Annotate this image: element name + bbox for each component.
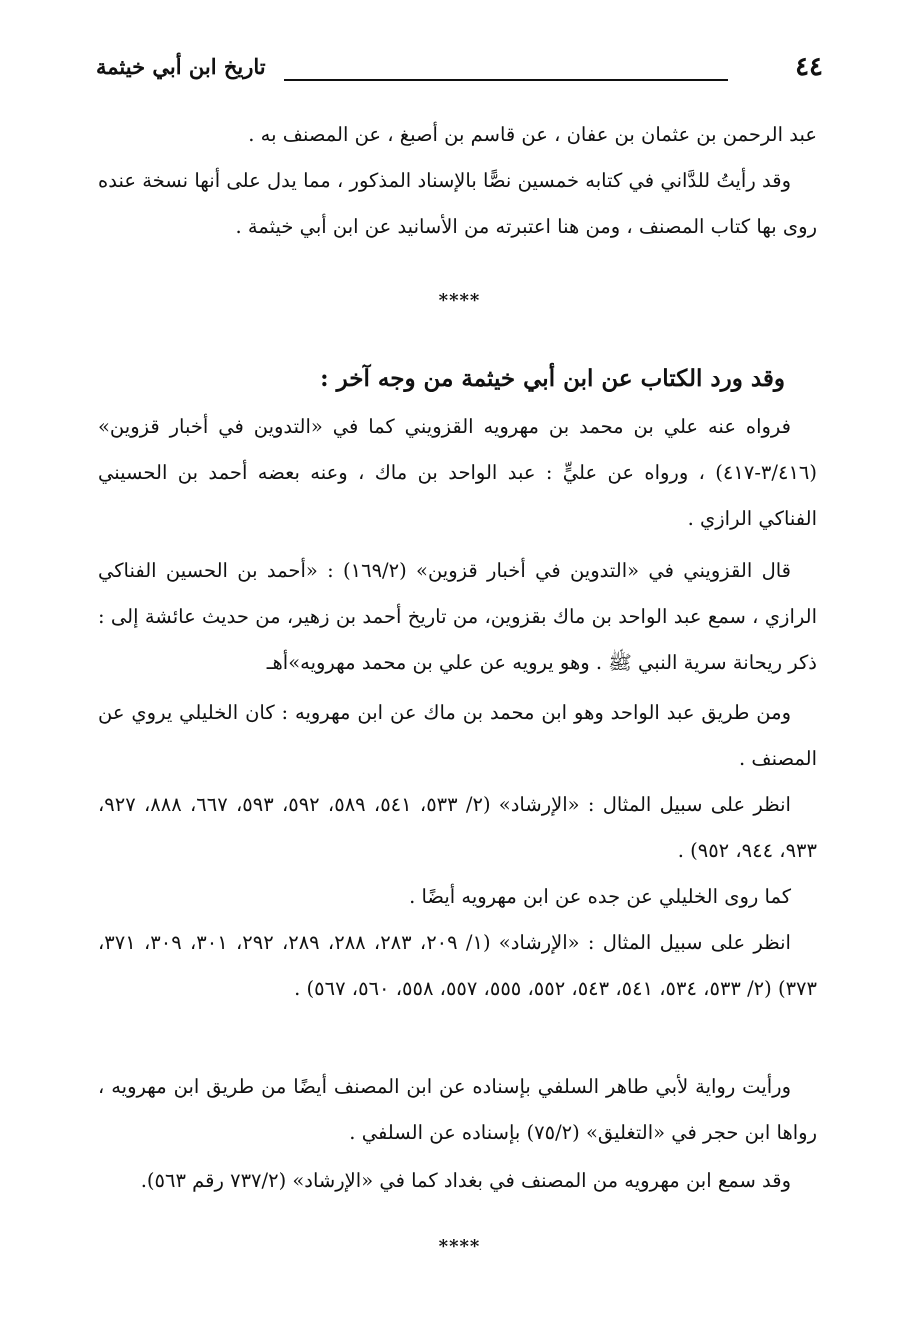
paragraph-8: انظر على سبيل المثال : «الإرشاد» (١/ ٢٠٩، ٢٨٣، ٢٨٨، ٢٨٩، ٢٩٢، ٣٠١، ٣٠٩، ٣٧١، ٣٧٣) (٢/ ٥٣٣، ٥٣٤، ٥٤١، ٥٤٣، ٥٥٢، ٥٥٥، ٥٥٧، ٥٥٨، ٥٦٠، ٥٦٧) . [98, 931, 817, 1000]
running-title: تاريخ ابن أبي خيثمة [96, 54, 266, 79]
paragraph-5: ومن طريق عبد الواحد وهو ابن محمد بن ماك عن ابن مهرويه : كان الخليلي يروي عن المصنف . [98, 701, 817, 770]
paragraph-7: كما روى الخليلي عن جده عن ابن مهرويه أيضًا . [409, 885, 791, 908]
paragraph-2: وقد رأيتُ للدَّاني في كتابه خمسين نصًّا بالإسناد المذكور ، مما يدل على أنها نسخة عنده روى بها كتاب المصنف ، ومن هنا اعتبرته من الأسانيد عن ابن أبي خيثمة . [98, 169, 817, 238]
paragraph-10: وقد سمع ابن مهرويه من المصنف في بغداد كما في «الإرشاد» (٧٣٧/٢ رقم ٥٦٣). [140, 1169, 791, 1192]
paragraph-9: ورأيت رواية لأبي طاهر السلفي بإسناده عن ابن المصنف أيضًا من طريق ابن مهرويه ، رواها ابن حجر في «التغليق» (٧٥/٢) بإسناده عن السلفي . [98, 1075, 817, 1144]
section-separator: **** [438, 290, 481, 311]
paragraph-1: عبد الرحمن بن عثمان بن عفان ، عن قاسم بن أصبغ ، عن المصنف به . [248, 123, 817, 146]
paragraph-4: قال القزويني في «التدوين في أخبار قزوين» (١٦٩/٢) : «أحمد بن الحسين الفناكي الرازي ، سمع عبد الواحد بن ماك بقزوين، من تاريخ أحمد بن زهير، من حديث عائشة إلى : ذكر ريحانة سرية النبي ﷺ . وهو يرويه عن علي بن محمد مهرويه»أهـ [98, 559, 817, 674]
section-heading: وقد ورد الكتاب عن ابن أبي خيثمة من وجه آخر : [320, 365, 785, 392]
page-number: ٤٤ [795, 52, 823, 82]
header-rule [284, 79, 728, 81]
section-separator-2: **** [438, 1236, 481, 1257]
paragraph-3: فرواه عنه علي بن محمد بن مهرويه القزويني كما في «التدوين في أخبار قزوين» (٣/٤١٦-٤١٧) ، ورواه عن عليٍّ : عبد الواحد بن ماك ، وعنه بعضه أحمد بن الحسيني الفناكي الرازي . [98, 415, 817, 530]
paragraph-6: انظر على سبيل المثال : «الإرشاد» (٢/ ٥٣٣، ٥٤١، ٥٨٩، ٥٩٢، ٥٩٣، ٦٦٧، ٨٨٨، ٩٢٧، ٩٣٣، ٩٤٤، ٩٥٢) . [98, 793, 817, 862]
page-header [96, 52, 823, 88]
